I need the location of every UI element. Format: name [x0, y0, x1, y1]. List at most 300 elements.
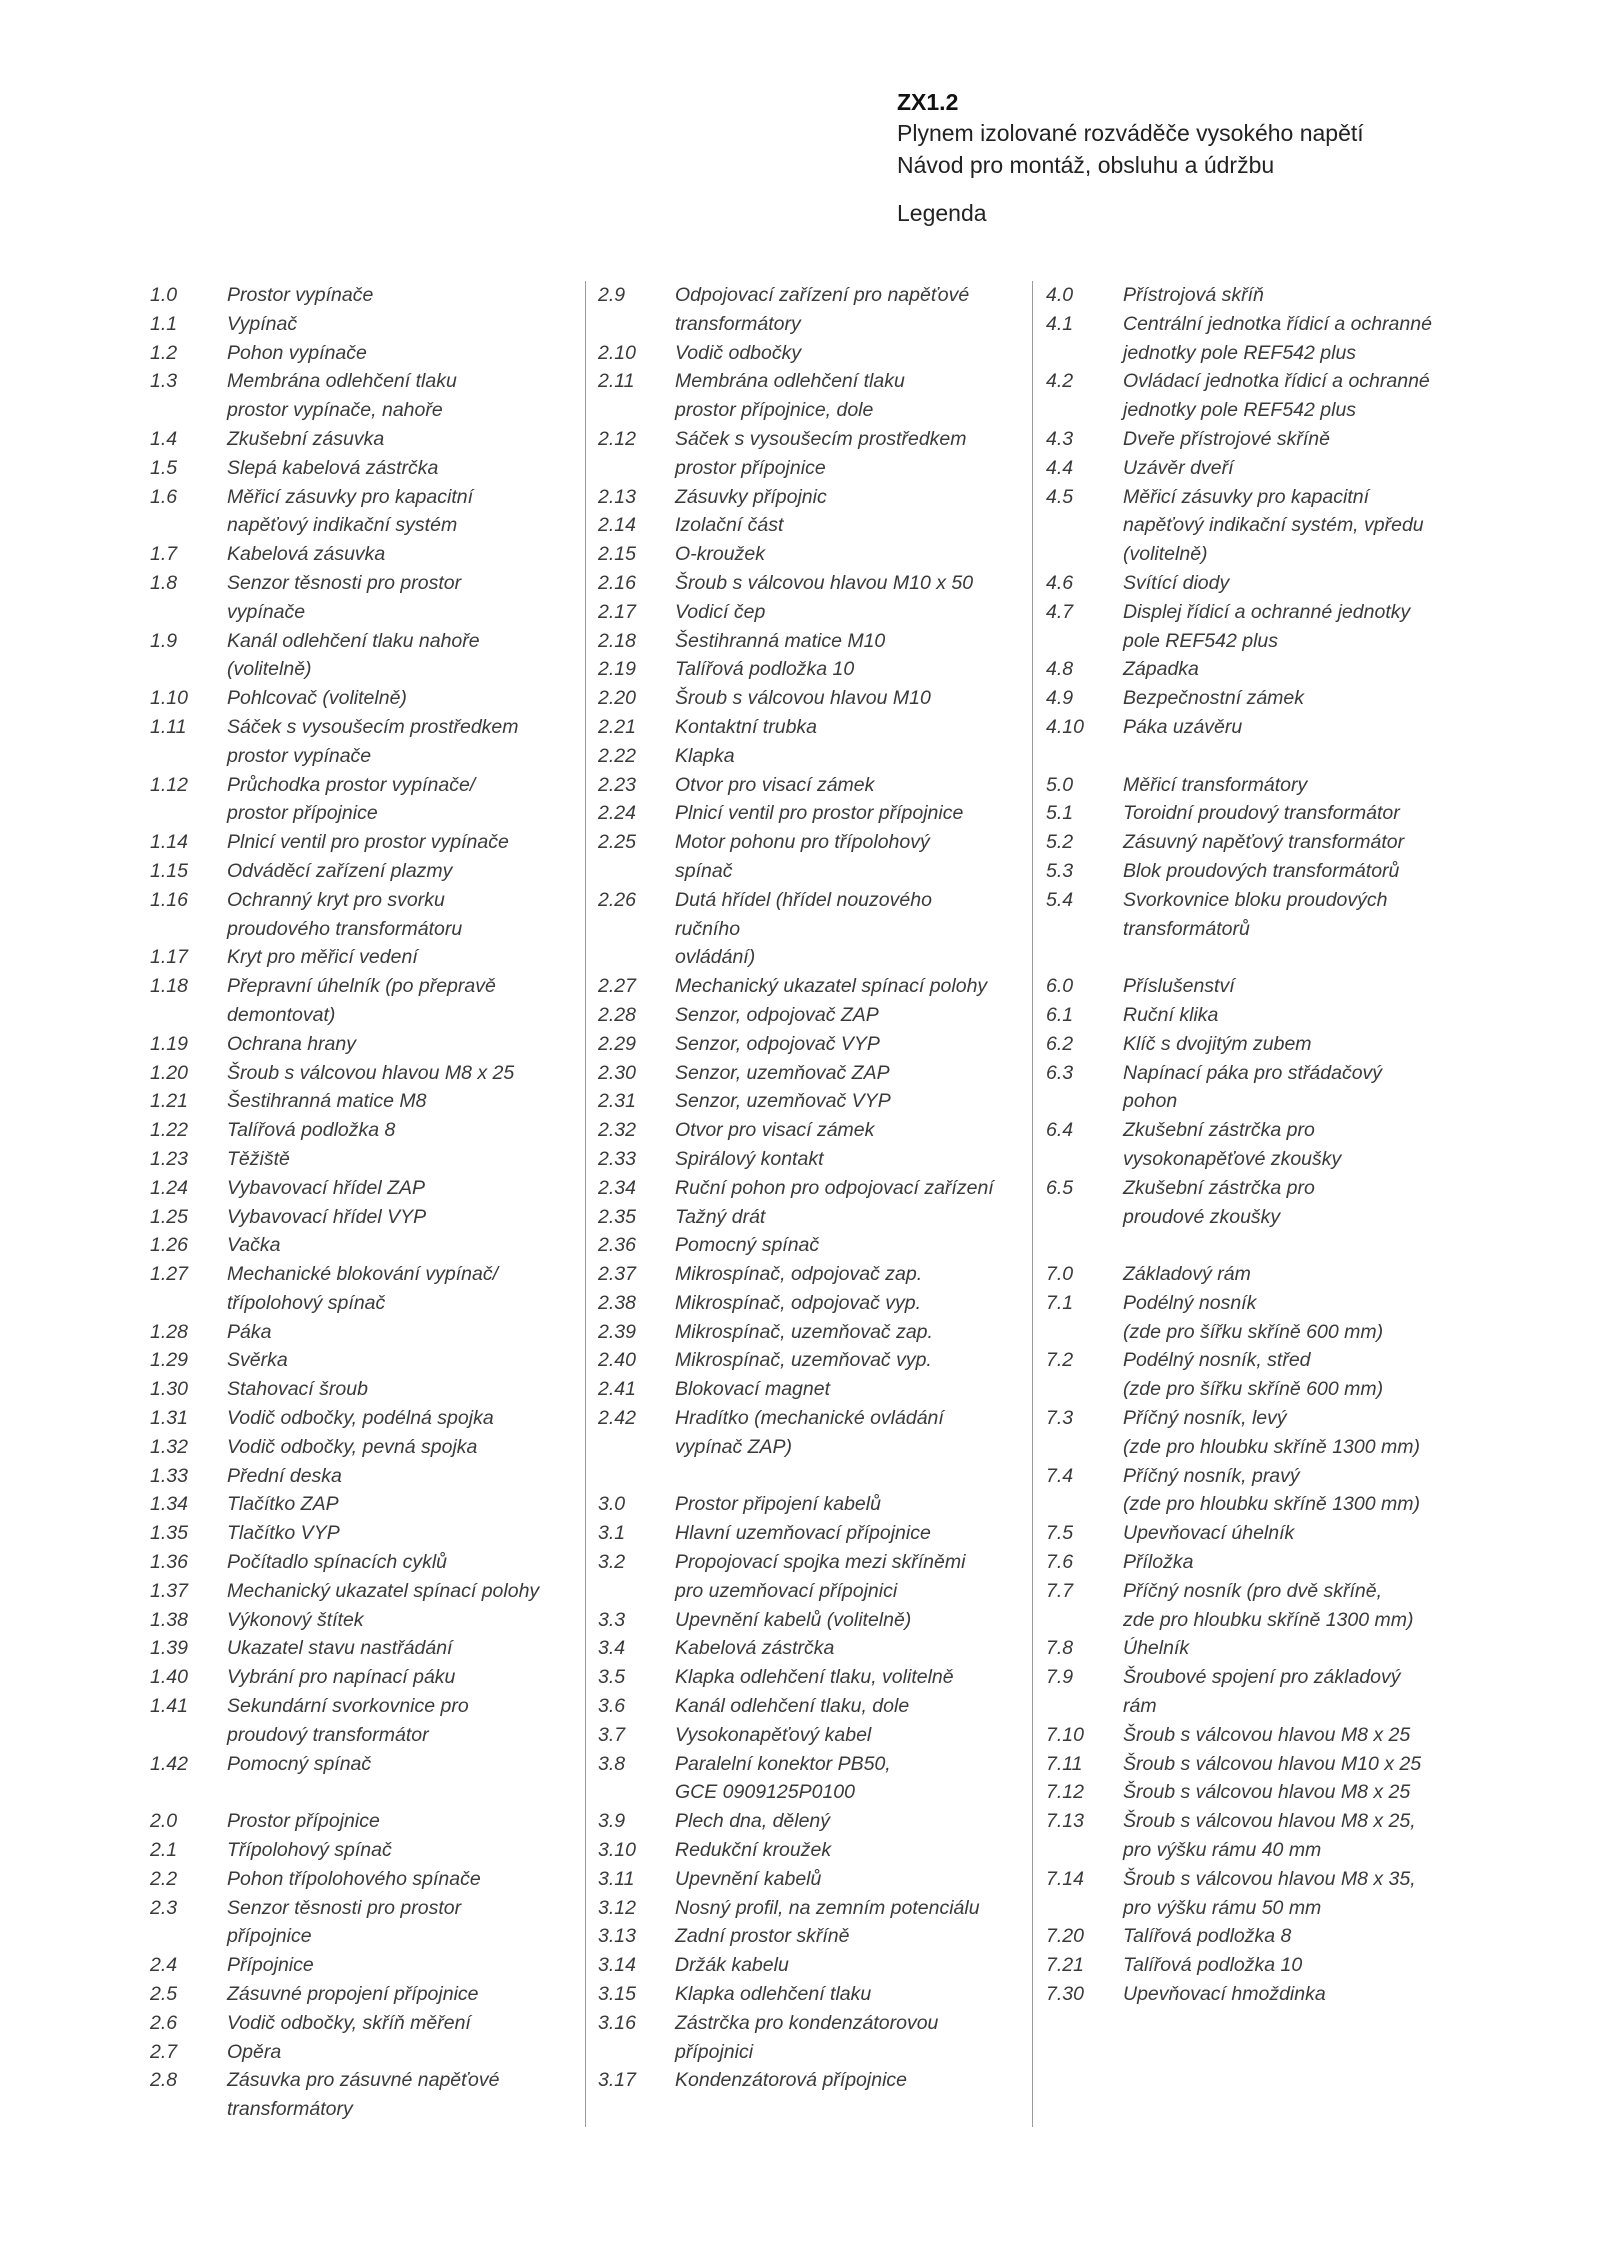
legend-item-line: pohon [1123, 1090, 1178, 1113]
legend-item-text [675, 771, 1018, 800]
legend-item-line: Spirálový kontakt [675, 1147, 824, 1170]
legend-item-number: 4.4 [1046, 456, 1074, 479]
legend-entry [1046, 1721, 1486, 1750]
legend-item-line: Senzor těsnosti pro prostor [227, 1896, 462, 1919]
legend-item-line: jednotky pole REF542 plus [1123, 341, 1357, 364]
legend-item-line: Kontaktní trubka [675, 715, 818, 738]
legend-item-line: Senzor, uzemňovač VYP [675, 1090, 891, 1113]
legend-entry [150, 2066, 570, 2124]
legend-item-line: Tlačítko VYP [227, 1522, 340, 1545]
legend-item-number: 1.5 [150, 456, 178, 479]
legend-item-line: Klíč s dvojitým zubem [1123, 1032, 1312, 1055]
legend-item-number: 7.9 [1046, 1666, 1074, 1689]
legend-item-line: Mikrospínač, odpojovač zap. [675, 1263, 923, 1286]
legend-item-number: 3.11 [598, 1867, 635, 1890]
legend-item-text [675, 1980, 1018, 2009]
legend-item-text [227, 540, 570, 569]
legend-entry [1046, 1750, 1486, 1779]
legend-item-line: pole REF542 plus [1123, 629, 1279, 652]
document-title: Plynem izolované rozváděče vysokého napětí [897, 120, 1364, 146]
legend-item-text [1123, 1260, 1486, 1289]
legend-item-text [675, 2009, 1018, 2067]
legend-item-number: 2.3 [150, 1896, 178, 1919]
legend-item-line: Měřicí zásuvky pro kapacitní [1123, 485, 1370, 508]
legend-item-text [675, 1807, 1018, 1836]
legend-entry [150, 483, 570, 541]
legend-item-line: Vybavovací hřídel VYP [227, 1205, 427, 1228]
legend-item-text [675, 1116, 1018, 1145]
legend-item-line: Ruční klika [1123, 1003, 1219, 1026]
legend-item-number: 3.1 [598, 1522, 626, 1545]
legend-item-text [675, 1663, 1018, 1692]
legend-item-text [675, 655, 1018, 684]
legend-item-line: proudového transformátoru [227, 917, 463, 940]
legend-item-number: 7.10 [1046, 1723, 1084, 1746]
legend-item-text [227, 1404, 570, 1433]
legend-entry [150, 828, 570, 857]
legend-item-line: Pohon třípolohového spínače [227, 1867, 481, 1890]
legend-item-line: Stahovací šroub [227, 1378, 368, 1401]
legend-item-line: Přípojnice [227, 1954, 314, 1977]
legend-item-line: Kryt pro měřicí vedení [227, 946, 418, 969]
legend-item-number: 2.5 [150, 1983, 178, 2006]
legend-item-text [227, 310, 570, 339]
legend-entry [598, 1059, 1018, 1088]
legend-item-number: 1.6 [150, 485, 178, 508]
legend-entry [598, 569, 1018, 598]
legend-item-text [675, 713, 1018, 742]
legend-item-line: Blokovací magnet [675, 1378, 831, 1401]
legend-item-line: Zkušební zástrčka pro [1123, 1176, 1315, 1199]
legend-entry [150, 1951, 570, 1980]
legend-item-line: Příslušenství [1123, 975, 1235, 998]
legend-item-line: Páka uzávěru [1123, 715, 1243, 738]
legend-item-number: 1.18 [150, 975, 188, 998]
legend-item-line: napěťový indikační systém, vpředu [1123, 514, 1424, 537]
legend-entry [598, 367, 1018, 425]
legend-item-line: Hradítko (mechanické ovládání [675, 1407, 944, 1430]
legend-item-line: Toroidní proudový transformátor [1123, 802, 1400, 825]
legend-item-number: 3.0 [598, 1493, 626, 1516]
legend-item-line: Prostor vypínače [227, 284, 374, 306]
legend-item-line: Šroub s válcovou hlavou M8 x 25 [1123, 1781, 1411, 1804]
legend-item-text [227, 1606, 570, 1635]
legend-item-number: 1.37 [150, 1579, 188, 1602]
legend-entry [598, 1663, 1018, 1692]
legend-entry [598, 2009, 1018, 2067]
legend-item-line: demontovat) [227, 1003, 336, 1026]
legend-item-line: Kabelová zástrčka [675, 1637, 835, 1660]
legend-item-line: vypínače [227, 600, 306, 623]
legend-item-number: 2.28 [598, 1003, 636, 1026]
legend-item-text [675, 742, 1018, 771]
legend-item-line: Vodič odbočky, skříň měření [227, 2011, 471, 2034]
legend-entry [1046, 1404, 1486, 1462]
legend-item-number: 4.3 [1046, 427, 1074, 450]
legend-item-number: 2.32 [598, 1119, 636, 1142]
legend-item-line: Šroub s válcovou hlavou M10 x 25 [1123, 1752, 1422, 1775]
legend-item-line: Odpojovací zařízení pro napěťové [675, 284, 970, 306]
legend-item-line: Prostor přípojnice [227, 1810, 380, 1833]
legend-entry [150, 1692, 570, 1750]
legend-item-number: 3.6 [598, 1695, 626, 1718]
legend-entry [1046, 1980, 1486, 2009]
legend-item-line: Klapka [675, 744, 735, 767]
legend-item-text [227, 886, 570, 944]
legend-item-number: 4.10 [1046, 715, 1084, 738]
legend-item-number: 7.2 [1046, 1349, 1074, 1372]
legend-heading: Legenda [897, 200, 987, 226]
legend-item-line: Prostor připojení kabelů [675, 1493, 881, 1516]
legend-entry [1046, 1634, 1486, 1663]
legend-item-text [675, 1318, 1018, 1347]
legend-item-line: Svěrka [227, 1349, 288, 1372]
legend-entry [150, 1865, 570, 1894]
legend-item-line: transformátory [227, 2098, 353, 2121]
legend-item-line: Mikrospínač, odpojovač vyp. [675, 1291, 922, 1314]
legend-item-text [675, 1289, 1018, 1318]
legend-entry [1046, 1865, 1486, 1923]
legend-item-line: Paralelní konektor PB50, [675, 1752, 891, 1775]
legend-item-text [227, 569, 570, 627]
legend-item-line: Vačka [227, 1234, 281, 1257]
legend-item-text [675, 598, 1018, 627]
legend-entry [598, 1404, 1018, 1462]
legend-entry [598, 627, 1018, 656]
legend-item-text [227, 367, 570, 425]
legend-item-line: Hlavní uzemňovací přípojnice [675, 1522, 931, 1545]
legend-entry [1046, 1289, 1486, 1347]
legend-item-line: Ochrana hrany [227, 1032, 356, 1055]
legend-item-number: 1.2 [150, 341, 178, 364]
legend-item-line: napěťový indikační systém [227, 514, 458, 537]
legend-item-number: 5.1 [1046, 802, 1074, 825]
legend-item-line: rám [1123, 1695, 1157, 1718]
legend-item-number: 2.20 [598, 687, 636, 710]
legend-item-text [227, 1375, 570, 1404]
legend-entry [598, 281, 1018, 339]
legend-item-text [227, 1577, 570, 1606]
legend-item-line: Mikrospínač, uzemňovač vyp. [675, 1349, 932, 1372]
legend-item-line: Šroubové spojení pro základový [1123, 1666, 1401, 1689]
legend-item-line: Mikrospínač, uzemňovač zap. [675, 1320, 933, 1343]
legend-item-text [227, 281, 570, 310]
legend-item-number: 1.38 [150, 1608, 188, 1631]
legend-item-line: Přední deska [227, 1464, 342, 1487]
legend-entry [150, 857, 570, 886]
legend-item-number: 7.8 [1046, 1637, 1074, 1660]
document-subtitle: Návod pro montáž, obsluhu a údržbu [897, 152, 1275, 178]
legend-entry [150, 2038, 570, 2067]
legend-entry [1046, 1807, 1486, 1865]
legend-item-line: Zkušební zásuvka [227, 427, 385, 450]
legend-entry [598, 1692, 1018, 1721]
legend-item-number: 7.30 [1046, 1983, 1084, 2006]
legend-item-text [227, 483, 570, 541]
legend-item-number: 3.8 [598, 1752, 626, 1775]
legend-item-number: 7.4 [1046, 1464, 1074, 1487]
legend-entry [598, 886, 1018, 972]
legend-item-text [675, 1030, 1018, 1059]
legend-item-number: 2.2 [150, 1867, 178, 1890]
section-spacer [1046, 742, 1486, 771]
legend-entry [150, 713, 570, 771]
legend-item-line: spínač [675, 859, 733, 882]
legend-item-number: 5.0 [1046, 773, 1074, 796]
legend-item-text [227, 857, 570, 886]
legend-item-line: Podélný nosník [1123, 1291, 1257, 1314]
legend-item-line: Svítící diody [1123, 571, 1230, 594]
legend-item-text [675, 1174, 1018, 1203]
legend-item-line: Vypínač [227, 312, 298, 335]
legend-entry [150, 1577, 570, 1606]
legend-item-line: Upevnění kabelů (volitelně) [675, 1608, 912, 1631]
legend-item-text [1123, 483, 1486, 569]
legend-item-text [227, 1490, 570, 1519]
legend-item-number: 1.28 [150, 1320, 188, 1343]
legend-item-line: Senzor těsnosti pro prostor [227, 571, 462, 594]
legend-column-3 [1046, 281, 1486, 2009]
legend-entry [1046, 1174, 1486, 1232]
legend-entry [150, 886, 570, 944]
column-divider [1032, 281, 1033, 2127]
legend-entry [150, 1433, 570, 1462]
legend-entry [1046, 684, 1486, 713]
legend-item-line: Vodicí čep [675, 600, 766, 623]
legend-entry [598, 425, 1018, 483]
legend-item-number: 2.26 [598, 888, 636, 911]
legend-item-line: Talířová podložka 10 [1123, 1954, 1303, 1977]
legend-item-text [675, 569, 1018, 598]
section-spacer [1046, 1231, 1486, 1260]
legend-item-number: 1.33 [150, 1464, 188, 1487]
legend-item-line: Zadní prostor skříně [675, 1925, 850, 1948]
legend-entry [1046, 1922, 1486, 1951]
legend-item-text [675, 1692, 1018, 1721]
legend-item-text [675, 281, 1018, 339]
legend-item-number: 1.39 [150, 1637, 188, 1660]
legend-item-line: Šroub s válcovou hlavou M8 x 25 [227, 1061, 515, 1084]
legend-item-line: prostor vypínače [227, 744, 372, 767]
legend-item-line: vypínač ZAP) [675, 1435, 793, 1458]
legend-item-text [675, 1519, 1018, 1548]
legend-item-text [1123, 1778, 1486, 1807]
legend-entry [598, 1922, 1018, 1951]
legend-item-number: 1.10 [150, 687, 188, 710]
legend-item-number: 2.25 [598, 831, 636, 854]
legend-item-number: 4.6 [1046, 571, 1074, 594]
legend-item-line: Těžiště [227, 1147, 290, 1170]
legend-entry [150, 1894, 570, 1952]
legend-entry [1046, 1346, 1486, 1404]
legend-item-text [1123, 1577, 1486, 1635]
legend-entry [150, 1606, 570, 1635]
section-spacer [598, 1462, 1018, 1491]
legend-item-number: 2.15 [598, 543, 636, 566]
legend-item-line: Plech dna, dělený [675, 1810, 831, 1833]
legend-item-line: prostor přípojnice, dole [675, 399, 874, 422]
legend-entry [1046, 1030, 1486, 1059]
legend-item-number: 1.36 [150, 1551, 188, 1574]
legend-entry [150, 2009, 570, 2038]
legend-item-text [675, 1951, 1018, 1980]
legend-item-text [227, 1433, 570, 1462]
legend-item-line: Vodič odbočky, podélná spojka [227, 1407, 494, 1430]
legend-item-text [1123, 1346, 1486, 1404]
legend-item-number: 1.21 [150, 1090, 188, 1113]
legend-item-line: Klapka odlehčení tlaku, volitelně [675, 1666, 954, 1689]
legend-entry [150, 1462, 570, 1491]
legend-item-line: Šroub s válcovou hlavou M10 x 50 [675, 571, 974, 594]
legend-item-number: 1.24 [150, 1176, 188, 1199]
legend-item-text [675, 886, 1018, 972]
legend-item-line: Sáček s vysoušecím prostředkem [227, 715, 519, 738]
legend-item-line: Kanál odlehčení tlaku, dole [675, 1695, 910, 1718]
legend-item-text [1123, 454, 1486, 483]
legend-item-text [1123, 1750, 1486, 1779]
legend-item-text [675, 1836, 1018, 1865]
legend-item-line: prostor přípojnice [675, 456, 826, 479]
legend-item-number: 7.3 [1046, 1407, 1074, 1430]
legend-entry [598, 1001, 1018, 1030]
legend-item-number: 5.2 [1046, 831, 1074, 854]
legend-item-text [227, 2038, 570, 2067]
section-spacer [1046, 943, 1486, 972]
legend-item-line: Měřicí transformátory [1123, 773, 1308, 796]
legend-item-text [1123, 799, 1486, 828]
legend-item-text [1123, 1865, 1486, 1923]
legend-item-text [1123, 1980, 1486, 2009]
legend-item-number: 2.18 [598, 629, 636, 652]
legend-item-number: 2.37 [598, 1263, 636, 1286]
legend-entry [598, 713, 1018, 742]
legend-item-number: 1.29 [150, 1349, 188, 1372]
legend-entry [598, 1519, 1018, 1548]
legend-entry [1046, 569, 1486, 598]
legend-item-text [227, 2009, 570, 2038]
legend-item-line: Upevňovací úhelník [1123, 1522, 1295, 1545]
legend-entry [1046, 857, 1486, 886]
legend-entry [598, 1836, 1018, 1865]
legend-item-number: 3.7 [598, 1723, 626, 1746]
legend-item-line: Třípolohový spínač [227, 1839, 392, 1862]
legend-item-number: 3.3 [598, 1608, 626, 1631]
legend-item-line: Opěra [227, 2040, 282, 2063]
legend-item-text [675, 1490, 1018, 1519]
legend-item-line: Základový rám [1123, 1263, 1251, 1286]
legend-item-number: 1.20 [150, 1061, 188, 1084]
legend-entry [598, 339, 1018, 368]
legend-entry [150, 425, 570, 454]
legend-item-number: 1.12 [150, 773, 188, 796]
legend-item-text [1123, 771, 1486, 800]
legend-item-text [227, 1346, 570, 1375]
legend-item-number: 6.0 [1046, 975, 1074, 998]
legend-item-text [675, 1865, 1018, 1894]
legend-item-text [675, 1087, 1018, 1116]
legend-item-text [1123, 1030, 1486, 1059]
legend-item-number: 2.9 [598, 284, 626, 306]
legend-item-number: 2.40 [598, 1349, 636, 1372]
legend-item-line: pro uzemňovací přípojnici [675, 1579, 898, 1602]
legend-item-text [675, 511, 1018, 540]
legend-item-number: 5.4 [1046, 888, 1074, 911]
legend-item-number: 3.4 [598, 1637, 626, 1660]
legend-item-number: 2.23 [598, 773, 636, 796]
legend-item-text [1123, 1663, 1486, 1721]
legend-entry [150, 339, 570, 368]
section-spacer [150, 1778, 570, 1807]
legend-item-number: 4.7 [1046, 600, 1074, 623]
legend-entry [150, 1519, 570, 1548]
legend-item-number: 7.11 [1046, 1752, 1083, 1775]
legend-item-line: Dutá hřídel (hřídel nouzového [675, 888, 932, 911]
legend-item-text [675, 1606, 1018, 1635]
legend-item-number: 1.32 [150, 1435, 188, 1458]
legend-entry [1046, 367, 1486, 425]
legend-item-line: Vodič odbočky [675, 341, 802, 364]
legend-item-number: 4.0 [1046, 284, 1074, 306]
legend-entry [598, 1807, 1018, 1836]
legend-item-line: přípojnici [675, 2040, 754, 2063]
legend-entry [1046, 972, 1486, 1001]
legend-item-number: 2.19 [598, 658, 636, 681]
legend-item-line: Zkušební zástrčka pro [1123, 1119, 1315, 1142]
legend-item-text [227, 339, 570, 368]
legend-entry [150, 1174, 570, 1203]
legend-entry [598, 1548, 1018, 1606]
legend-item-line: Mechanický ukazatel spínací polohy [675, 975, 988, 998]
legend-item-text [227, 1318, 570, 1347]
legend-item-number: 2.16 [598, 571, 636, 594]
legend-item-line: vysokonapěťové zkoušky [1123, 1147, 1342, 1170]
legend-item-line: Páka [227, 1320, 272, 1343]
legend-item-line: Talířová podložka 8 [1123, 1925, 1292, 1948]
legend-item-number: 2.41 [598, 1378, 636, 1401]
legend-entry [598, 1318, 1018, 1347]
legend-item-number: 1.41 [150, 1695, 188, 1718]
legend-entry [598, 1721, 1018, 1750]
legend-item-number: 6.3 [1046, 1061, 1074, 1084]
legend-item-number: 1.16 [150, 888, 188, 911]
legend-entry [598, 1203, 1018, 1232]
legend-item-line: Měřicí zásuvky pro kapacitní [227, 485, 474, 508]
legend-item-line: Otvor pro visací zámek [675, 1119, 875, 1142]
legend-entry [598, 1490, 1018, 1519]
legend-item-line: Izolační část [675, 514, 784, 537]
legend-entry [1046, 799, 1486, 828]
legend-entry [598, 1346, 1018, 1375]
legend-item-number: 1.30 [150, 1378, 188, 1401]
legend-entry [150, 1404, 570, 1433]
legend-item-line: Vybrání pro napínací páku [227, 1666, 456, 1689]
legend-item-number: 2.0 [150, 1810, 178, 1833]
legend-item-line: (zde pro hloubku skříně 1300 mm) [1123, 1493, 1420, 1516]
legend-item-line: Senzor, uzemňovač ZAP [675, 1061, 890, 1084]
legend-item-number: 6.1 [1046, 1003, 1074, 1026]
legend-item-line: Zásuvky přípojnic [675, 485, 827, 508]
legend-item-line: Dveře přístrojové skříně [1123, 427, 1330, 450]
legend-item-line: Šroub s válcovou hlavou M8 x 25, [1123, 1810, 1416, 1833]
legend-item-text [1123, 972, 1486, 1001]
legend-item-number: 1.17 [150, 946, 188, 969]
legend-item-line: Odváděcí zařízení plazmy [227, 859, 453, 882]
legend-item-number: 6.5 [1046, 1176, 1074, 1199]
column-divider [585, 281, 586, 2127]
legend-item-text [227, 771, 570, 829]
legend-item-number: 2.39 [598, 1320, 636, 1343]
legend-item-number: 1.23 [150, 1147, 188, 1170]
